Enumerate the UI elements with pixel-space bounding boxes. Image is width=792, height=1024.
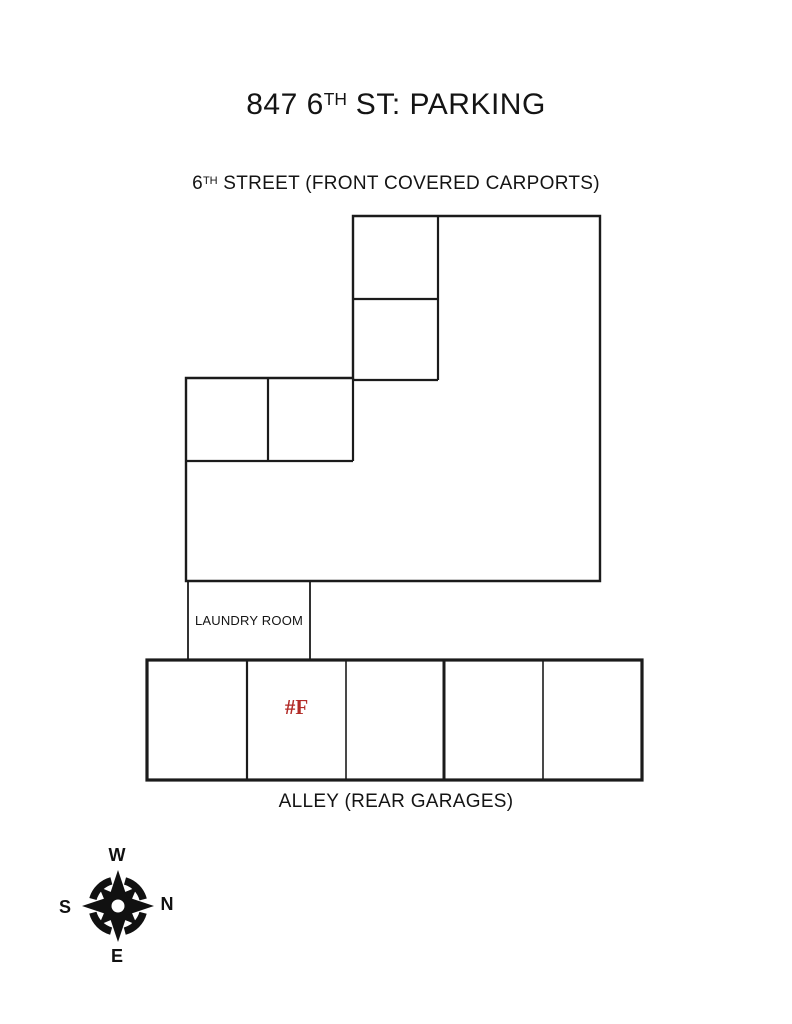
garage-stall-1 [148,661,247,779]
page-title-text: 847 6 [246,88,324,121]
compass-rose-icon [82,870,154,942]
street-label-superscript: TH [202,174,218,187]
garage-stall-4 [444,661,543,779]
garage-stall-2-label: #F [284,695,309,719]
street-label-text: 6 [192,173,203,194]
page-title-text-2: ST: PARKING [346,88,546,121]
building-outline [186,216,600,581]
page-title-superscript: TH [323,89,347,110]
street-label-text-2: STREET (FRONT COVERED CARPORTS) [217,173,600,194]
compass-label-north-right: N [160,893,174,914]
compass-center-dot [112,900,125,913]
compass-label-west-top: W [108,844,126,865]
alley-label: ALLEY (REAR GARAGES) [278,791,514,812]
compass-label-east-bottom: E [110,945,123,966]
garage-stall-5 [543,661,642,779]
laundry-room-label: LAUNDRY ROOM [194,612,304,628]
garage-stall-2 [247,661,346,779]
compass-label-south-left: S [58,896,71,917]
garage-stall-3 [346,661,444,779]
